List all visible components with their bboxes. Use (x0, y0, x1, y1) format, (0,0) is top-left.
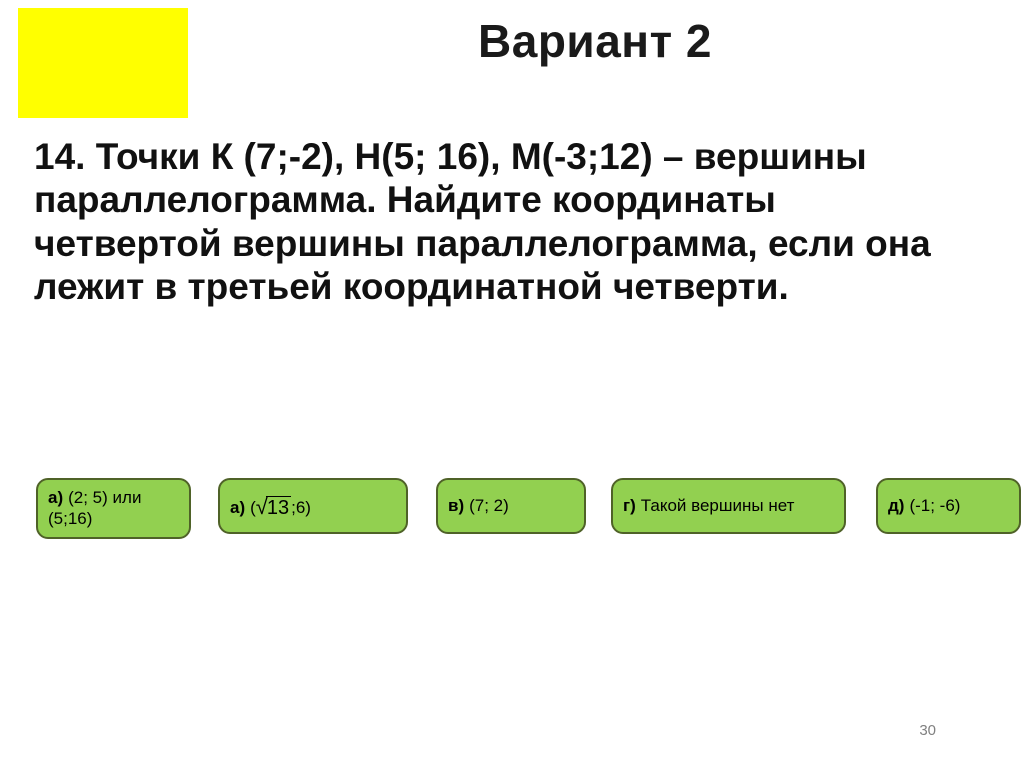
answer-options (36, 478, 996, 558)
answer-value-d: (-1; -6) (909, 496, 961, 516)
answer-value-g: Такой вершины нет (640, 496, 795, 516)
answer-value-a: (2; 5) или (5;16) (48, 488, 142, 529)
answer-label-d: д) (888, 496, 905, 516)
square-root-icon: √13 (255, 494, 290, 519)
question-number: 14. (34, 136, 86, 177)
question-block (34, 135, 934, 308)
question-text: Точки К (7;-2), Н(5; 16), М(-3;12) – вершины параллелограмма. Найдите координаты четвертой вершины параллелограмма, если она лежит в третьей координатной четверти. (34, 136, 931, 307)
answer-value-v: (7; 2) (469, 496, 509, 516)
geometry-tools-clipart (18, 8, 188, 118)
answer-option-v[interactable] (436, 478, 586, 534)
answer-label-b: а) (230, 498, 246, 517)
page-title: Вариант 2 (478, 15, 712, 67)
clipart-background (18, 8, 188, 118)
answer-label-g: г) (623, 496, 636, 516)
answer-option-d[interactable] (876, 478, 1021, 534)
answer-value-b-tail: ;6) (291, 498, 311, 517)
answer-value-b-open: ( (250, 498, 256, 517)
answer-label-v: в) (448, 496, 465, 516)
answer-label-a: а) (48, 488, 64, 507)
radicand: 13 (266, 497, 290, 519)
answer-option-g[interactable] (611, 478, 846, 534)
answer-option-b[interactable] (218, 478, 408, 534)
page-number: 30 (919, 722, 936, 739)
answer-option-a[interactable] (36, 478, 191, 539)
